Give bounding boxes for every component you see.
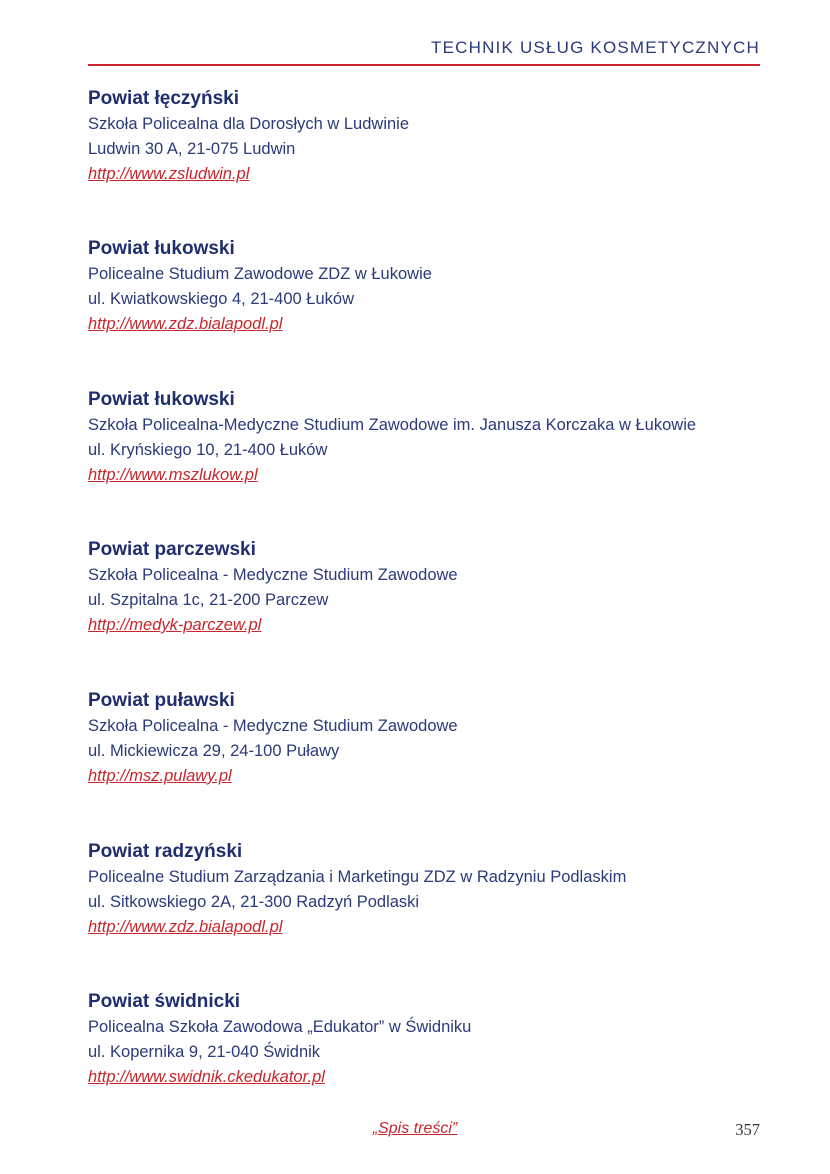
school-website-link[interactable]: http://www.swidnik.ckedukator.pl bbox=[88, 1068, 325, 1086]
school-name: Szkoła Policealna - Medyczne Studium Zawodowe bbox=[88, 566, 458, 584]
school-entry bbox=[88, 236, 768, 337]
school-address: ul. Kryńskiego 10, 21-400 Łuków bbox=[88, 441, 328, 459]
page-number: 357 bbox=[735, 1120, 760, 1139]
header-divider bbox=[88, 64, 760, 66]
table-of-contents-link[interactable]: „Spis treści” bbox=[372, 1120, 458, 1137]
school-website-link[interactable]: http://www.mszlukow.pl bbox=[88, 466, 258, 484]
school-entry bbox=[88, 688, 768, 789]
school-entry bbox=[88, 387, 768, 488]
school-name: Szkoła Policealna dla Dorosłych w Ludwinie bbox=[88, 115, 410, 133]
school-entry bbox=[88, 989, 768, 1090]
school-address: ul. Mickiewicza 29, 24-100 Puławy bbox=[88, 742, 340, 760]
school-entry bbox=[88, 839, 768, 940]
district-title: Powiat świdnicki bbox=[88, 991, 241, 1012]
school-name: Policealna Szkoła Zawodowa „Edukator” w Świdniku bbox=[88, 1018, 472, 1036]
school-name: Szkoła Policealna-Medyczne Studium Zawodowe im. Janusza Korczaka w Łukowie bbox=[88, 416, 697, 434]
school-website-link[interactable]: http://medyk-parczew.pl bbox=[88, 616, 262, 634]
school-name: Policealne Studium Zarządzania i Marketingu ZDZ w Radzyniu Podlaskim bbox=[88, 868, 627, 886]
district-title: Powiat parczewski bbox=[88, 539, 256, 560]
school-website-link[interactable]: http://www.zdz.bialapodl.pl bbox=[88, 315, 283, 333]
school-entry bbox=[88, 537, 768, 638]
school-website-link[interactable]: http://www.zdz.bialapodl.pl bbox=[88, 918, 283, 936]
school-address: ul. Sitkowskiego 2A, 21-300 Radzyń Podlaski bbox=[88, 893, 420, 911]
district-title: Powiat radzyński bbox=[88, 841, 243, 862]
school-address: ul. Szpitalna 1c, 21-200 Parczew bbox=[88, 591, 329, 609]
school-address: ul. Kopernika 9, 21-040 Świdnik bbox=[88, 1043, 321, 1061]
header-title: TECHNIK USŁUG KOSMETYCZNYCH bbox=[431, 38, 760, 57]
district-title: Powiat łukowski bbox=[88, 238, 235, 259]
district-title: Powiat łukowski bbox=[88, 389, 235, 410]
school-name: Szkoła Policealna - Medyczne Studium Zawodowe bbox=[88, 717, 458, 735]
school-website-link[interactable]: http://msz.pulawy.pl bbox=[88, 767, 232, 785]
district-title: Powiat łęczyński bbox=[88, 88, 240, 109]
school-address: ul. Kwiatkowskiego 4, 21-400 Łuków bbox=[88, 290, 354, 308]
school-name: Policealne Studium Zawodowe ZDZ w Łukowie bbox=[88, 265, 432, 283]
school-website-link[interactable]: http://www.zsludwin.pl bbox=[88, 165, 250, 183]
school-address: Ludwin 30 A, 21-075 Ludwin bbox=[88, 140, 296, 158]
school-entry bbox=[88, 86, 768, 187]
district-title: Powiat puławski bbox=[88, 690, 235, 711]
